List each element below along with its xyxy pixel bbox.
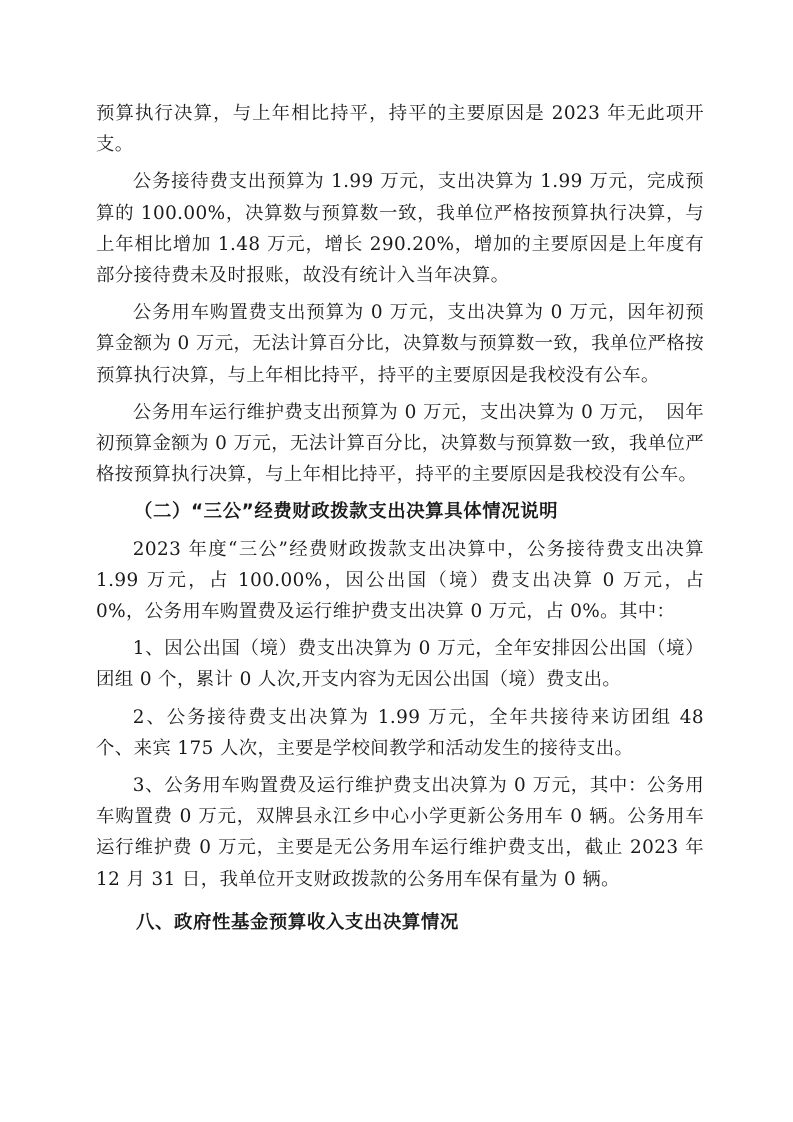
paragraph-three-public-summary: 2023 年度“三公”经费财政拨款支出决算中，公务接待费支出决算 1.99 万元，占 100.00%，因公出国（境）费支出决算 0 万元，占 0%，公务用车购置费及运行维护费支出决算 0 万元，占 0%。其中： — [96, 538, 704, 623]
section-heading-government-fund: 八、政府性基金预算收入支出决算情况 — [136, 911, 459, 933]
paragraph-item-3-vehicles: 3、公务用车购置费及运行维护费支出决算为 0 万元，其中：公务用车购置费 0 万元，双牌县永江乡中心小学更新公务用车 0 辆。公务用车运行维护费 0 万元，主要是无公务用车运行维护费支出，截止 2023 年 12 月 31 日，我单位开支财政拨款的公务用车保有量为 0 辆。 — [96, 775, 704, 890]
paragraph-item-1-overseas: 1、因公出国（境）费支出决算为 0 万元，全年安排因公出国（境）团组 0 个，累计 0 人次,开支内容为无因公出国（境）费支出。 — [96, 638, 704, 691]
paragraph-vehicle-maintenance: 公务用车运行维护费支出预算为 0 万元，支出决算为 0 万元， 因年初预算金额为 0 万元，无法计算百分比，决算数与预算数一致，我单位严格按预算执行决算，与上年相比持平，持平的主要原因是我校没有公车。 — [96, 401, 704, 486]
section-heading-three-public: （二）“三公”经费财政拨款支出决算具体情况说明 — [134, 501, 559, 523]
paragraph-continued: 预算执行决算，与上年相比持平，持平的主要原因是 2023 年无此项开支。 — [96, 103, 704, 156]
paragraph-reception-fee: 公务接待费支出预算为 1.99 万元，支出决算为 1.99 万元，完成预算的 100.00%，决算数与预算数一致，我单位严格按预算执行决算，与上年相比增加 1.48 万元，增长 290.20%，增加的主要原因是上年度有部分接待费未及时报账，故没有统计入当年决算。 — [96, 171, 704, 287]
paragraph-vehicle-purchase: 公务用车购置费支出预算为 0 万元，支出决算为 0 万元，因年初预算金额为 0 万元，无法计算百分比，决算数与预算数一致，我单位严格按预算执行决算，与上年相比持平，持平的主要原因是我校没有公车。 — [96, 302, 704, 386]
document-page — [96, 98, 704, 938]
paragraph-item-2-reception: 2、公务接待费支出决算为 1.99 万元，全年共接待来访团组 48 个、来宾 175 人次，主要是学校间教学和活动发生的接待支出。 — [96, 706, 704, 759]
